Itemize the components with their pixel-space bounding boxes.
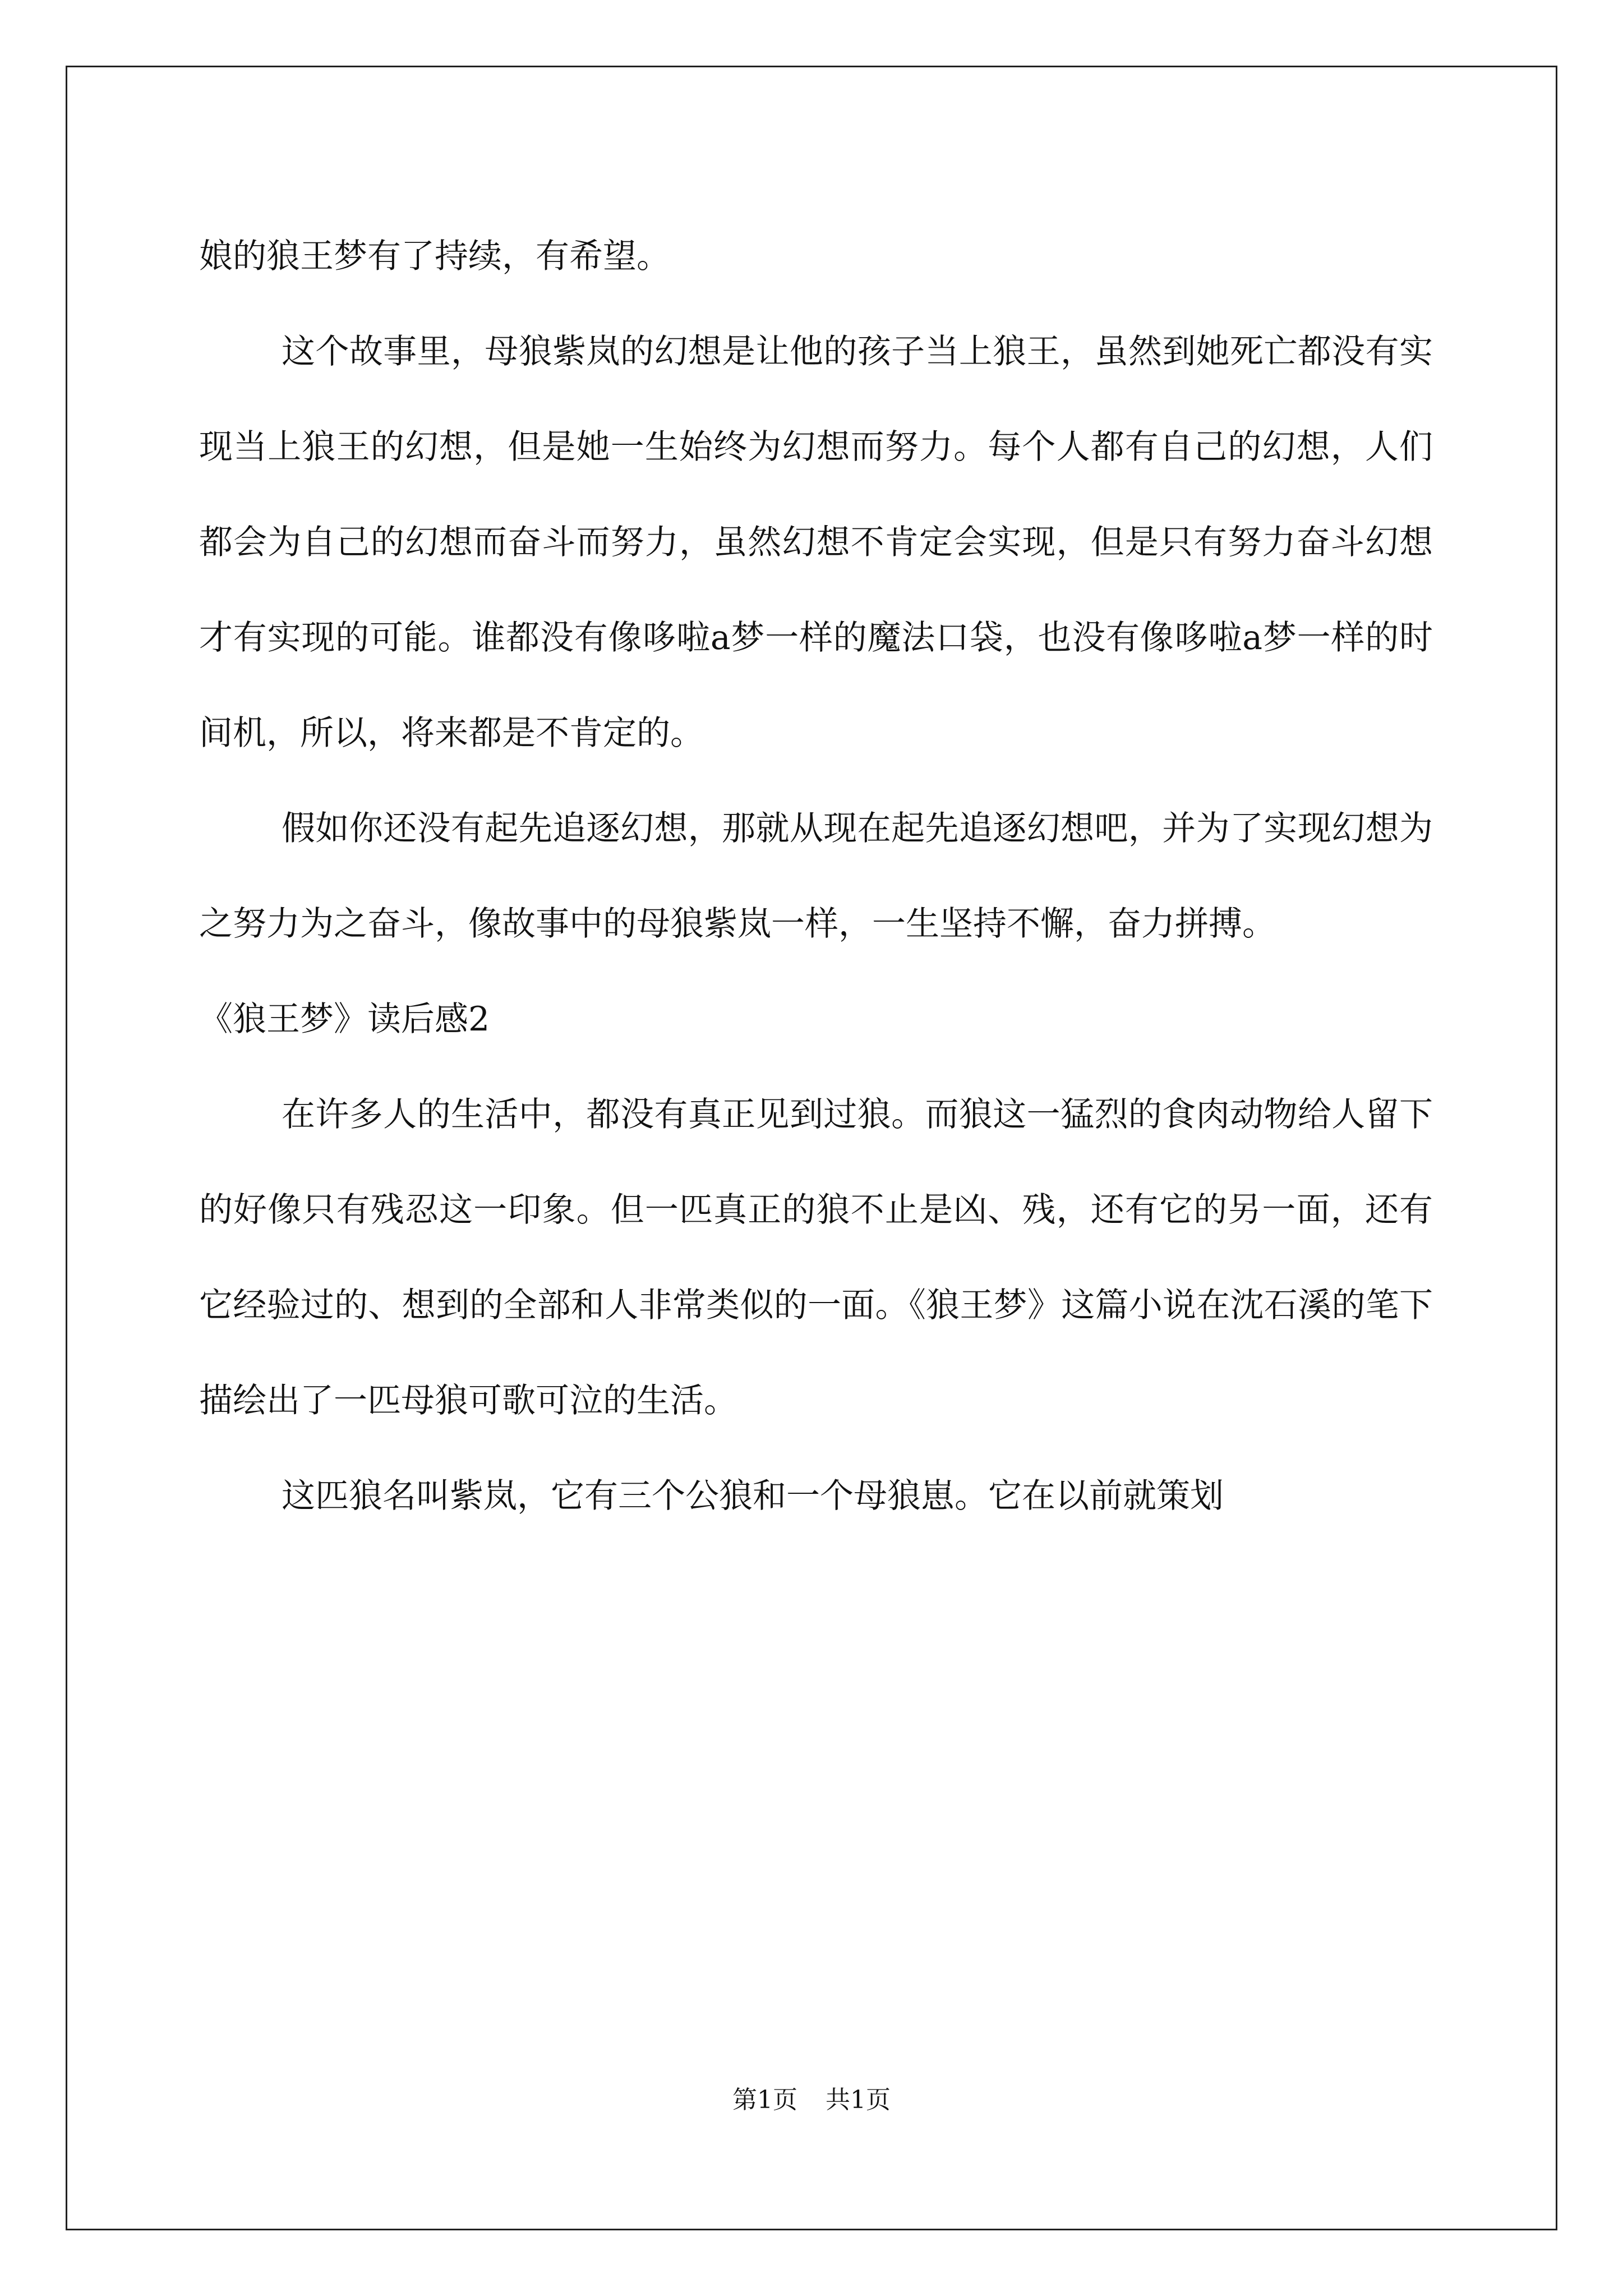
paragraph: 这个故事里，母狼紫岚的幻想是让他的孩子当上狼王，虽然到她死亡都没有实现当上狼王的幻想，但是她一生始终为幻想而努力。每个人都有自己的幻想，人们都会为自己的幻想而奋斗而努力，虽然幻想不肯定会实现，但是只有努力奋斗幻想才有实现的可能。谁都没有像哆啦a梦一样的魔法口袋，也没有像哆啦a梦一样的时间机，所以，将来都是不肯定的。 <box>199 332 1433 753</box>
paragraph: 假如你还没有起先追逐幻想，那就从现在起先追逐幻想吧，并为了实现幻想为之努力为之奋斗，像故事中的母狼紫岚一样，一生坚持不懈，奋力拼搏。 <box>199 809 1433 944</box>
page-number: 第1页 <box>732 2086 797 2114</box>
page-total: 共1页 <box>826 2086 891 2114</box>
paragraph: 这匹狼名叫紫岚，它有三个公狼和一个母狼崽。它在以前就策划 <box>282 1476 1224 1516</box>
page-footer <box>0 2083 1623 2117</box>
document-body <box>199 209 1433 1544</box>
section-heading: 《狼王梦》读后感2 <box>199 1000 490 1039</box>
paragraph: 娘的狼王梦有了持续，有希望。 <box>199 237 670 276</box>
paragraph: 在许多人的生活中，都没有真正见到过狼。而狼这一猛烈的食肉动物给人留下的好像只有残忍这一印象。但一匹真正的狼不止是凶、残，还有它的另一面，还有它经验过的、想到的全部和人非常类似的一面。《狼王梦》这篇小说在沈石溪的笔下描绘出了一匹母狼可歌可泣的生活。 <box>199 1095 1433 1420</box>
